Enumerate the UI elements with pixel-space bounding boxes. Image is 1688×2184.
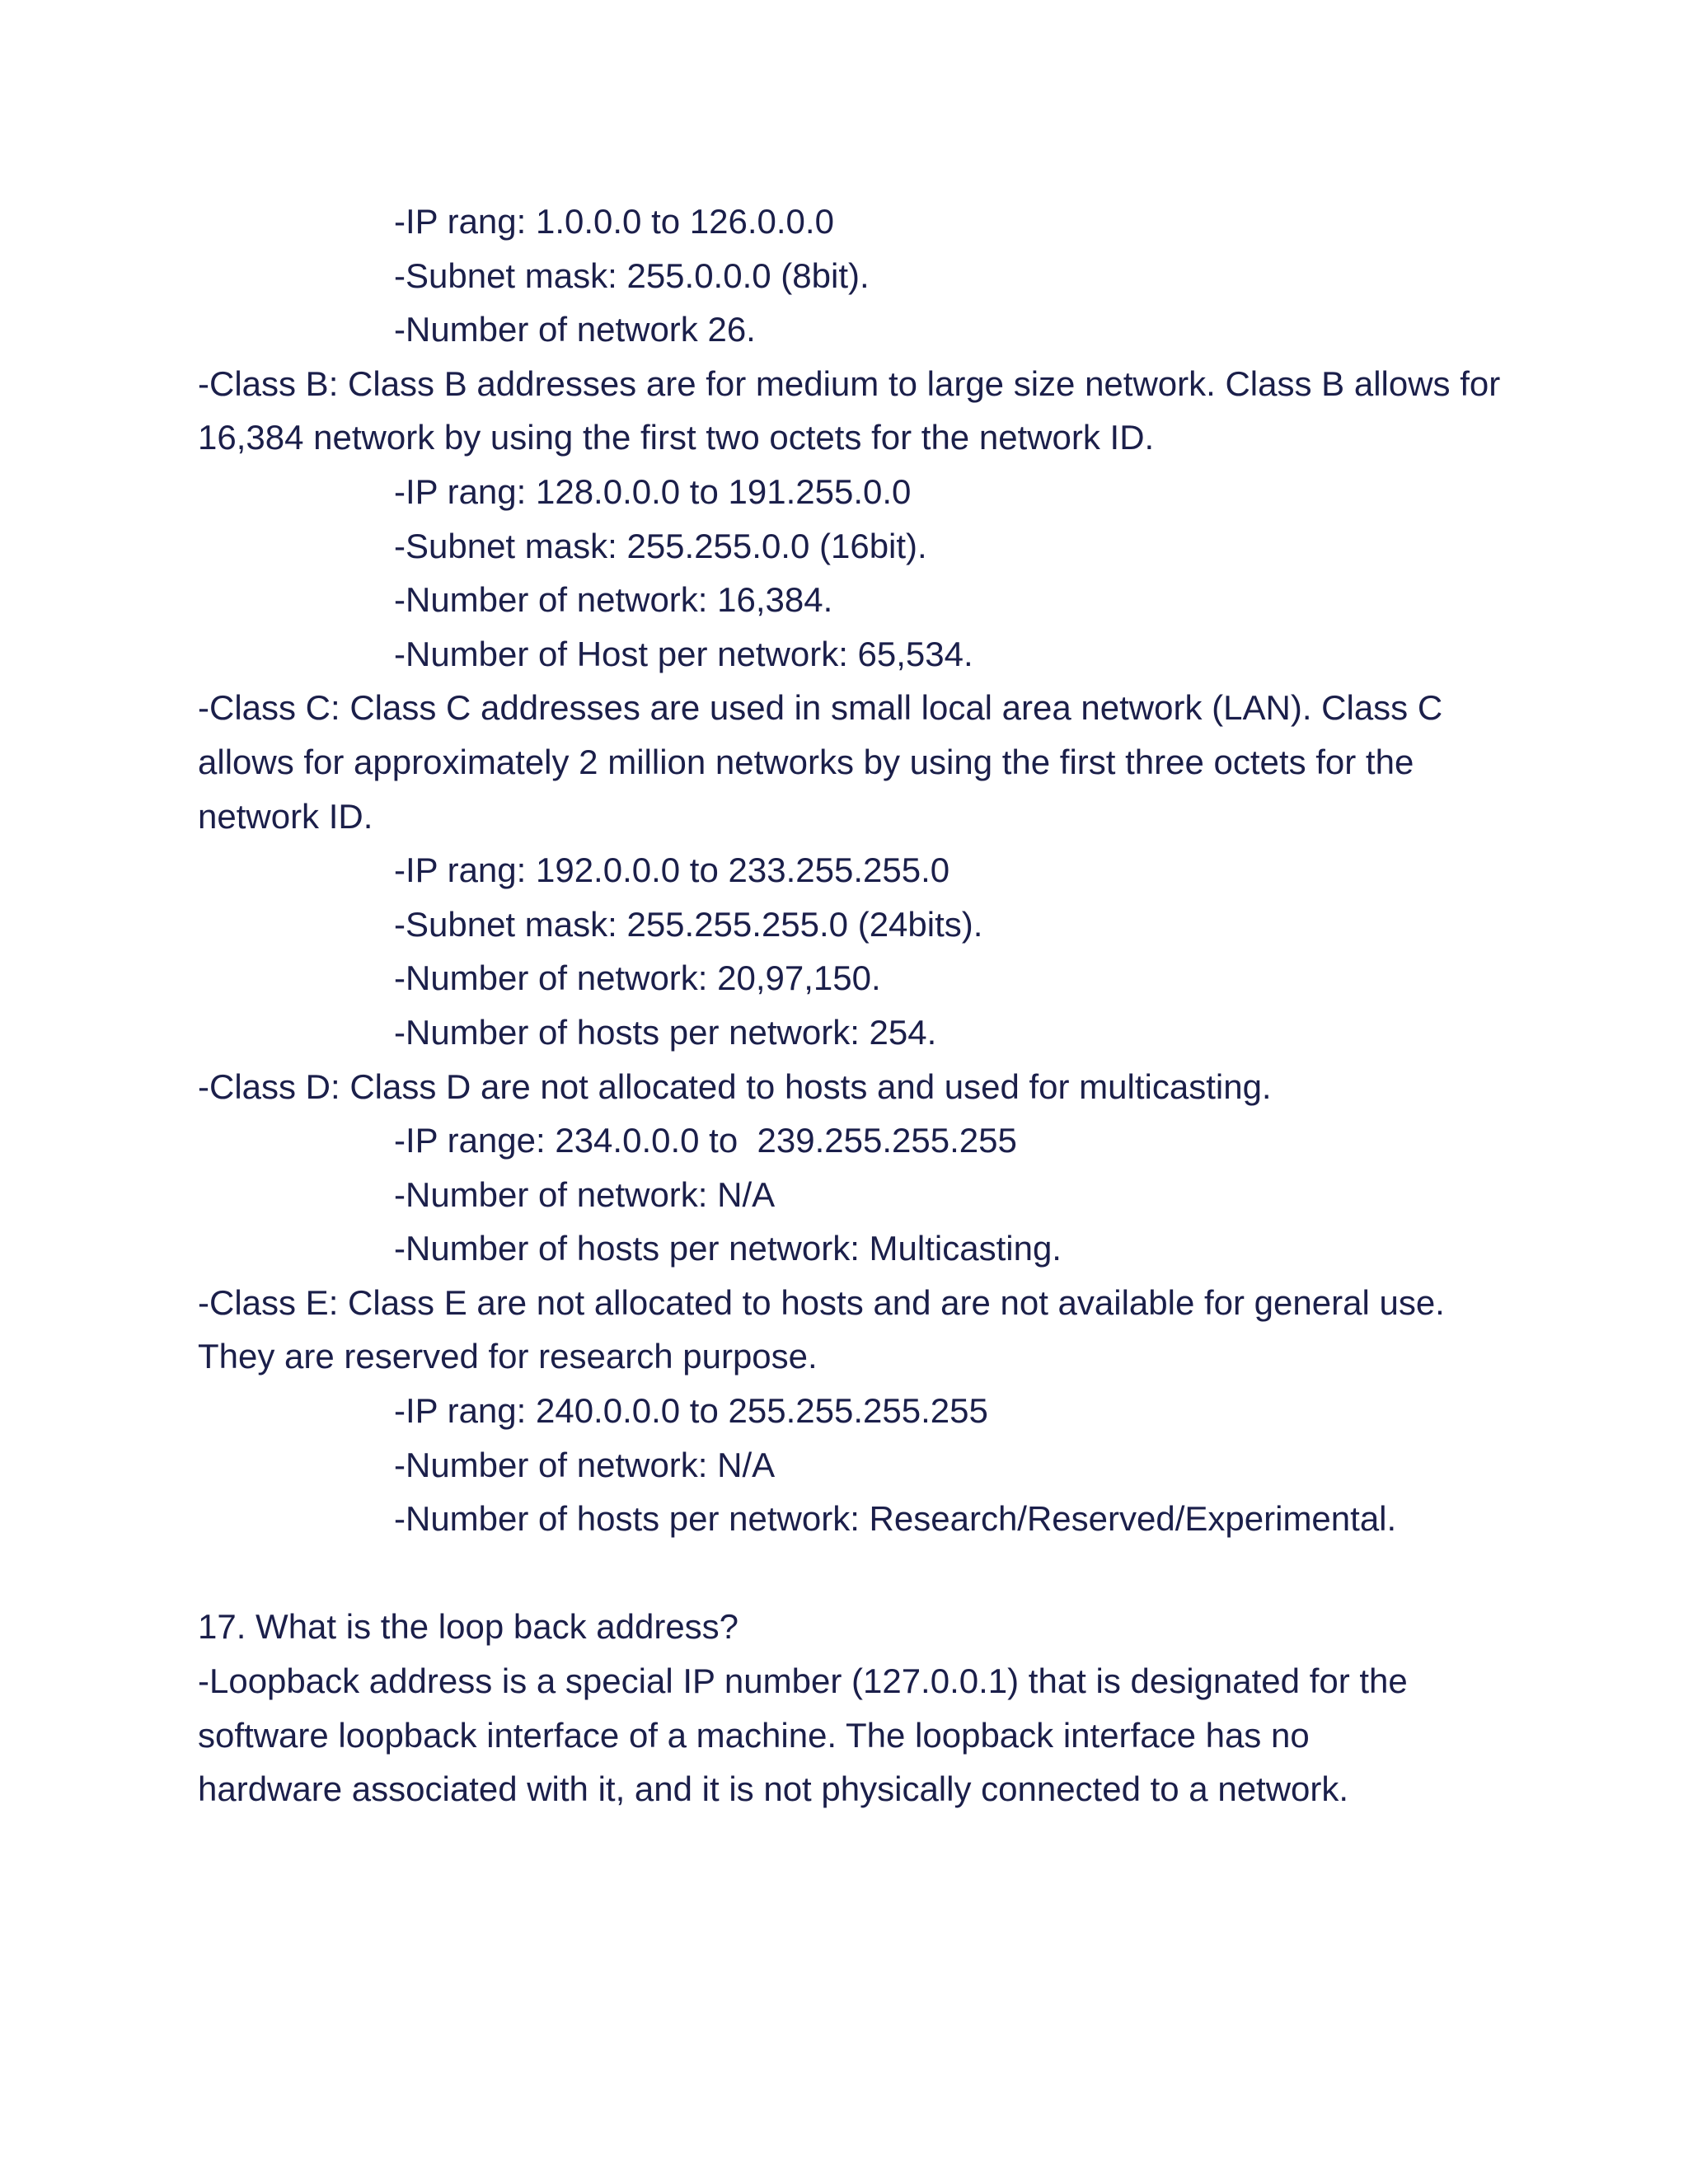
class-b-description-cont: 16,384 network by using the first two octets for the network ID. [198,418,1155,457]
class-d-ip-range: -IP range: 234.0.0.0 to 239.255.255.255 [394,1121,1017,1160]
class-c-host-count: -Number of hosts per network: 254. [394,1012,937,1052]
class-c-subnet-mask: -Subnet mask: 255.255.255.0 (24bits). [394,904,983,944]
class-b-description: -Class B: Class B addresses are for medium to large size network. Class B allows for [198,363,1501,403]
class-a-network-count: -Number of network 26. [394,310,756,349]
class-b-subnet-mask: -Subnet mask: 255.255.0.0 (16bit). [394,526,927,565]
class-b-host-count: -Number of Host per network: 65,534. [394,634,973,673]
class-c-description-end: network ID. [198,796,373,836]
loopback-answer-line-2: software loopback interface of a machine. The loopback interface has no [198,1715,1310,1755]
class-e-description-cont: They are reserved for research purpose. [198,1337,818,1376]
class-c-description: -Class C: Class C addresses are used in small local area network (LAN). Class C [198,688,1443,728]
loopback-answer-line-1: -Loopback address is a special IP number (127.0.0.1) that is designated for the [198,1661,1408,1701]
class-b-network-count: -Number of network: 16,384. [394,580,833,620]
class-c-ip-range: -IP rang: 192.0.0.0 to 233.255.255.0 [394,851,950,890]
class-e-network-count: -Number of network: N/A [394,1445,776,1484]
question-17-heading: 17. What is the loop back address? [198,1607,739,1647]
class-d-description: -Class D: Class D are not allocated to hosts and used for multicasting. [198,1066,1272,1106]
class-a-ip-range: -IP rang: 1.0.0.0 to 126.0.0.0 [394,202,834,241]
class-e-ip-range: -IP rang: 240.0.0.0 to 255.255.255.255 [394,1391,988,1431]
document-body [198,194,1517,1816]
class-b-ip-range: -IP rang: 128.0.0.0 to 191.255.0.0 [394,471,912,511]
class-e-description: -Class E: Class E are not allocated to hosts and are not available for general use. [198,1282,1445,1322]
class-c-network-count: -Number of network: 20,97,150. [394,958,881,998]
class-d-host-count: -Number of hosts per network: Multicasting. [394,1229,1062,1268]
class-c-description-cont: allows for approximately 2 million networks by using the first three octets for the [198,742,1414,781]
class-e-host-count: -Number of hosts per network: Research/Reserved/Experimental. [394,1499,1397,1539]
blank-line [198,1546,1517,1601]
loopback-answer-line-3: hardware associated with it, and it is not physically connected to a network. [198,1769,1349,1809]
class-a-subnet-mask: -Subnet mask: 255.0.0.0 (8bit). [394,255,870,295]
class-d-network-count: -Number of network: N/A [394,1174,776,1214]
